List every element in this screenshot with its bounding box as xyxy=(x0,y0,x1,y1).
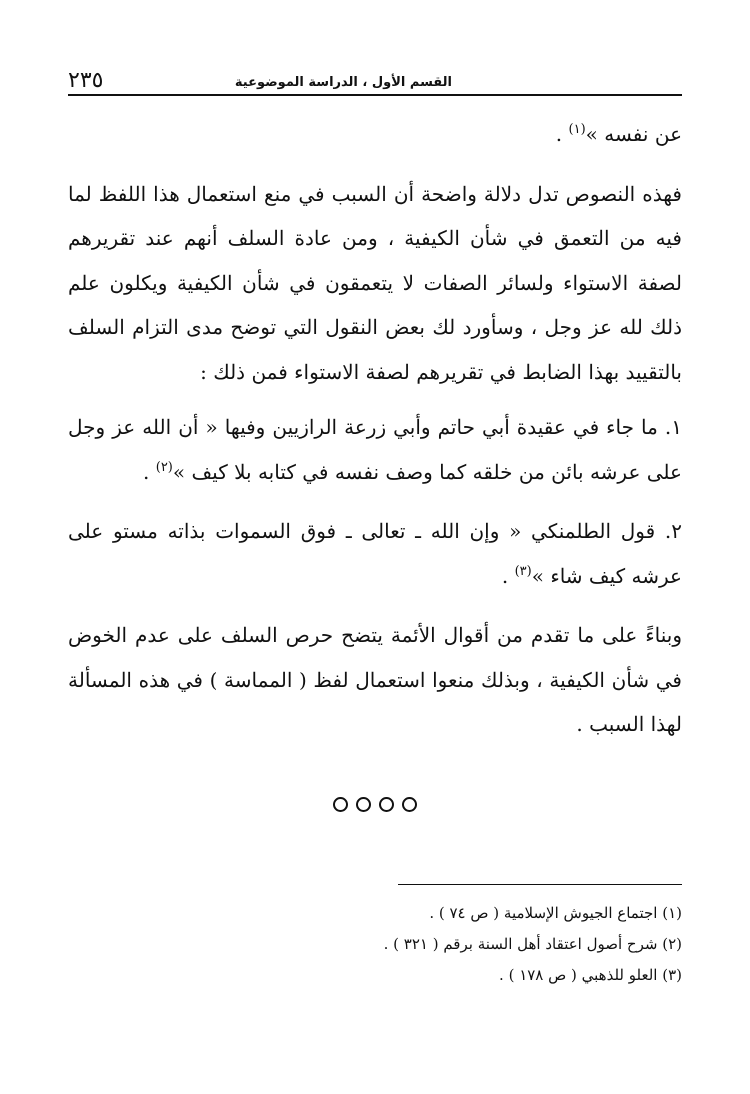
paragraph-tail: . xyxy=(555,122,569,146)
ornament-circle-icon xyxy=(379,797,394,812)
section-ornament xyxy=(0,797,750,812)
paragraph-text: فهذه النصوص تدل دلالة واضحة أن السبب في منع استعمال هذا اللفظ لما فيه من التعمق في شأن الكيفية ، ومن عادة السلف أنهم عند تقريرهم لصفة الاستواء ولسائر الصفات لا يتعمقون في شأن الكيفية ويكلون علم ذلك لله عز وجل ، وسأورد لك بعض النقول التي توضح مدى التزام السلف بالتقييد بهذا الضابط في تقريرهم لصفة الاستواء فمن ذلك : xyxy=(68,181,682,384)
page-number: ٢٣٥ xyxy=(68,68,104,93)
paragraph-text: ٢. قول الطلمنكي « وإن الله ـ تعالى ـ فوق السموات بذاته مستو على عرشه كيف شاء » xyxy=(68,519,682,588)
page-header xyxy=(68,62,682,94)
paragraph-main xyxy=(68,172,682,395)
footnote-3: (٣) العلو للذهبي ( ص ١٧٨ ) . xyxy=(499,966,682,984)
ornament-circle-icon xyxy=(333,797,348,812)
ornament-circle-icon xyxy=(356,797,371,812)
paragraph-tail: . xyxy=(143,459,156,484)
paragraph-tail: . xyxy=(501,563,515,588)
paragraph-text: ١. ما جاء في عقيدة أبي حاتم وأبي زرعة الرازيين وفيها « أن الله عز وجل على عرشه بائن من خلقه كما وصف نفسه في كتابه بلا كيف » xyxy=(68,415,682,484)
running-head: القسم الأول ، الدراسة الموضوعية xyxy=(234,75,452,90)
ornament-circle-icon xyxy=(402,797,417,812)
footnote-reference: (٢) xyxy=(155,459,173,475)
paragraph-quote-end xyxy=(68,112,682,161)
body-text xyxy=(68,112,682,747)
paragraph-conclusion xyxy=(68,613,682,747)
footnotes xyxy=(68,898,682,991)
footnote-1: (١) اجتماع الجيوش الإسلامية ( ص ٧٤ ) . xyxy=(429,904,682,922)
footnote-2: (٢) شرح أصول اعتقاد أهل السنة برقم ( ٣٢١ ) . xyxy=(383,935,682,953)
paragraph-text: عن نفسه » xyxy=(585,122,682,146)
footnote-reference: (٣) xyxy=(514,563,532,579)
list-item-1 xyxy=(68,405,682,498)
header-rule xyxy=(68,94,682,96)
footnote-separator xyxy=(398,884,682,885)
paragraph-text: وبناءً على ما تقدم من أقوال الأئمة يتضح حرص السلف على عدم الخوض في شأن الكيفية ، وبذلك منعوا استعمال لفظ ( المماسة ) في هذه المسألة لهذا السبب . xyxy=(68,623,682,736)
list-item-2 xyxy=(68,509,682,602)
footnote-reference: (١) xyxy=(568,122,586,137)
